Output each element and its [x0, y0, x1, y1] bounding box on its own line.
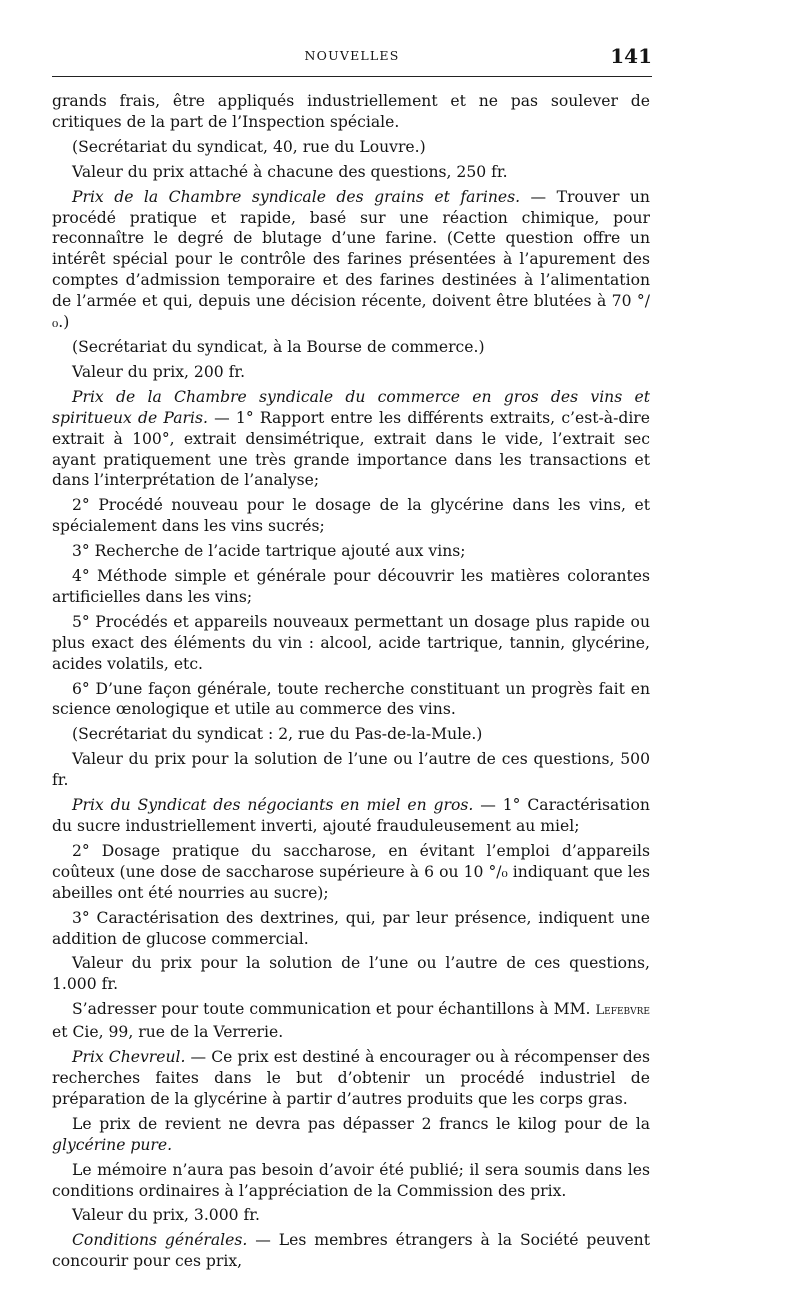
paragraph: Valeur du prix, 3.000 fr. — [72, 1206, 260, 1225]
prize-grains-farines: Prix de la Chambre syndicale des grains et farines. — Trouver un procédé pratique et rapide, basé sur une réaction chimique, pour reconnaître le degré de blutage d’une farine. (Cette question offre un intérêt spécial pour le contrôle des farines présentées à l’apurement des comptes d’admission temporaire et des farines destinées à l’alimentation de l’armée et qui, depuis une décision récente, doivent être blutées à 70 °/₀.) — [52, 187, 650, 332]
section-title: Conditions générales. — [72, 1231, 248, 1250]
paragraph: 6° D’une façon générale, toute recherche constituant un progrès fait en science œnologique et utile au commerce des vins. — [52, 679, 650, 719]
paragraph: 5° Procédés et appareils nouveaux permettant un dosage plus rapide ou plus exact des éléments du vin : alcool, acide tartrique, tannin, glycérine, acides volatils, etc. — [52, 612, 650, 673]
paragraph: Valeur du prix attaché à chacune des questions, 250 fr. — [72, 162, 508, 181]
running-header — [52, 44, 652, 72]
person-name: Lefebvre — [595, 1003, 650, 1019]
conditions-generales: Conditions générales. — Les membres étrangers à la Société peuvent concourir pour ces prix, — [52, 1231, 650, 1271]
paragraph: 2° Procédé nouveau pour le dosage de la glycérine dans les vins, et spécialement dans les vins sucrés; — [52, 496, 650, 536]
running-title: NOUVELLES — [304, 48, 400, 63]
paragraph: grands frais, être appliqués industriellement et ne pas soulever de critiques de la part de l’Inspection spéciale. — [52, 92, 650, 131]
paragraph: Le mémoire n’aura pas besoin d’avoir été publié; il sera soumis dans les conditions ordinaires à l’appréciation de la Commission des prix. — [52, 1160, 650, 1200]
prize-title: Prix de la Chambre syndicale des grains et farines. — [72, 187, 521, 206]
paragraph: (Secrétariat du syndicat, à la Bourse de commerce.) — [72, 337, 485, 356]
prize-chevreul: Prix Chevreul. — Ce prix est destiné à encourager ou à récompenser des recherches faites dans le but d’obtenir un procédé industriel de préparation de la glycérine à partir d’autres produits que les corps gras. — [52, 1048, 650, 1108]
paragraph: (Secrétariat du syndicat, 40, rue du Louvre.) — [72, 137, 426, 156]
paragraph: 4° Méthode simple et générale pour découvrir les matières colorantes artificielles dans les vins; — [52, 567, 650, 606]
prize-title: Prix Chevreul. — [72, 1048, 186, 1067]
paragraph: S’adresser pour toute communication et pour échantillons à MM. Lefebvre et Cie, 99, rue de la Verrerie. — [52, 1000, 650, 1042]
header-rule — [52, 76, 652, 77]
prize-miel: Prix du Syndicat des négociants en miel en gros. — 1° Caractérisation du sucre industriellement inverti, ajouté frauduleusement au miel; — [52, 796, 650, 835]
prize-title: Prix du Syndicat des négociants en miel en gros. — [72, 796, 474, 815]
paragraph: Valeur du prix pour la solution de l’une ou l’autre de ces questions, 1.000 fr. — [52, 954, 650, 994]
page-body — [52, 91, 650, 1276]
paragraph: 3° Recherche de l’acide tartrique ajouté aux vins; — [72, 542, 466, 561]
paragraph: Le prix de revient ne devra pas dépasser 2 francs le kilog pour de la glycérine pure. — [52, 1114, 650, 1154]
page-number: 141 — [610, 44, 652, 68]
prize-vins-spiritueux: Prix de la Chambre syndicale du commerce en gros des vins et spiritueux de Paris. — 1° Rapport entre les différents extraits, c’est-à-dire extrait à 100°, extrait densimétrique, extrait dans le vide, l’extrait sec ayant pratiquement une très grande importance dans les transactions et dans l’interprétation de l’analyse; — [52, 387, 650, 490]
paragraph: (Secrétariat du syndicat : 2, rue du Pas-de-la-Mule.) — [72, 725, 483, 744]
paragraph: Valeur du prix pour la solution de l’une ou l’autre de ces questions, 500 fr. — [52, 750, 650, 790]
prize-title: Prix de la Chambre syndicale du commerce en gros des vins et spiritueux de Paris. — [52, 387, 650, 427]
paragraph: 3° Caractérisation des dextrines, qui, par leur présence, indiquent une addition de glucose commercial. — [52, 908, 650, 948]
paragraph: Valeur du prix, 200 fr. — [72, 362, 246, 381]
paragraph: 2° Dosage pratique du saccharose, en évitant l’emploi d’appareils coûteux (une dose de saccharose supérieure à 6 ou 10 °/₀ indiquant que les abeilles ont été nourries au sucre); — [52, 841, 650, 902]
